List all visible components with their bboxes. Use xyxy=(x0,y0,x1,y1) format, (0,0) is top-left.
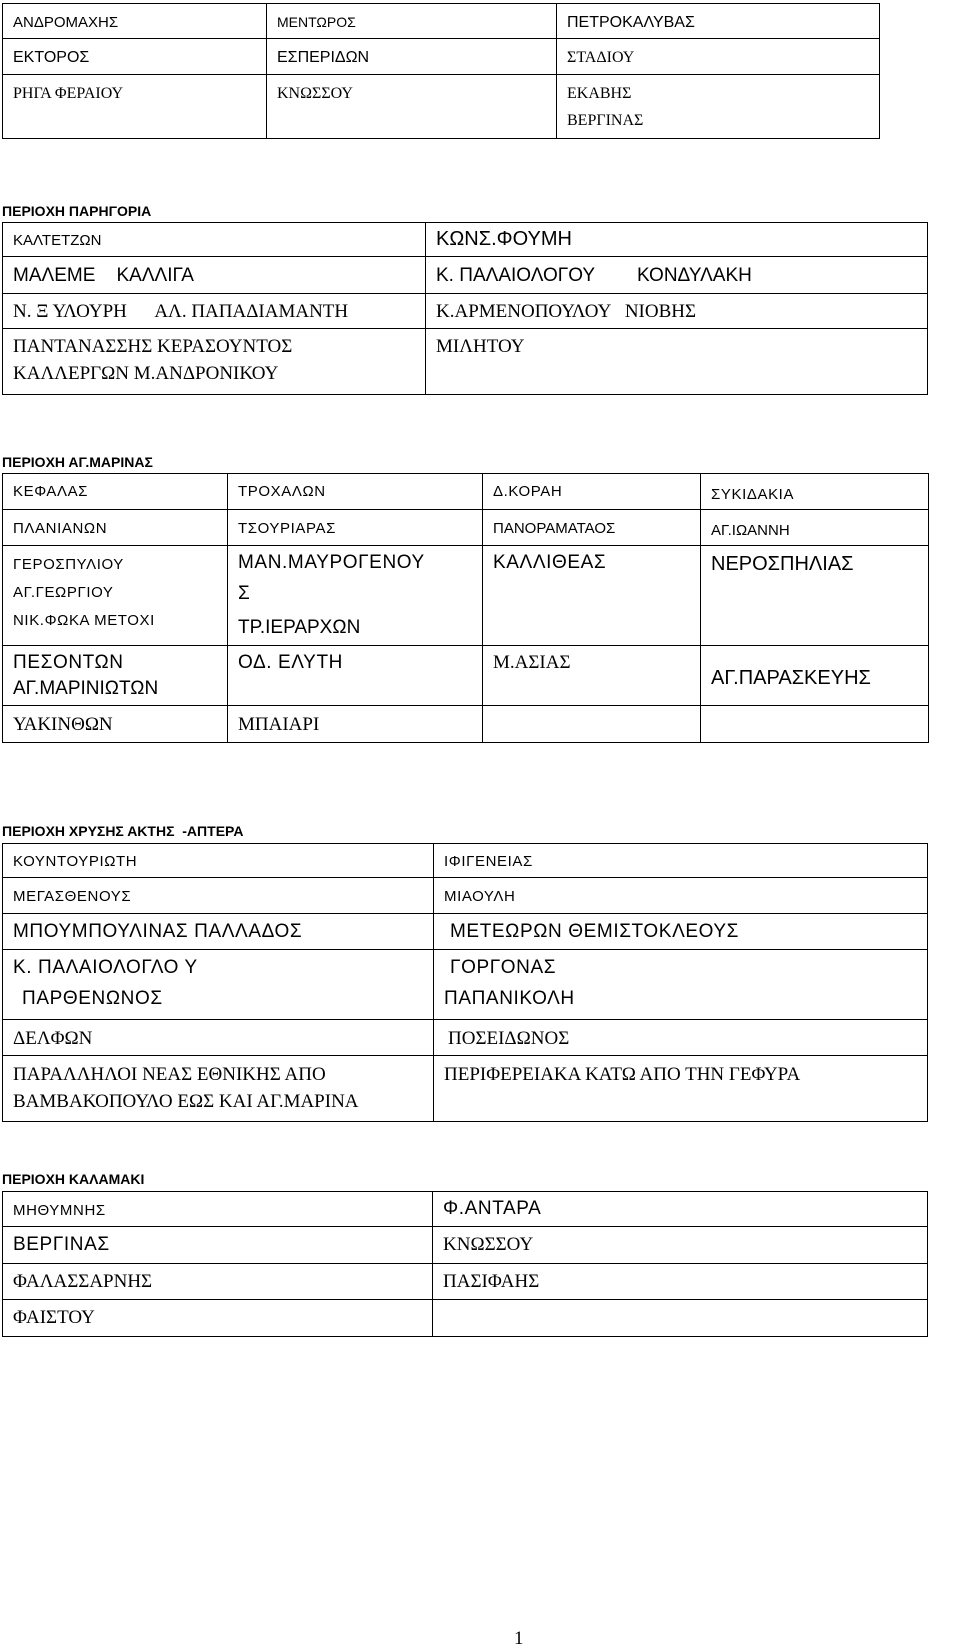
streets-table-5 xyxy=(2,1191,928,1337)
street-name: ΠΛΑΝΙΑΝΩΝ xyxy=(13,520,108,537)
page-number: 1 xyxy=(514,1628,524,1649)
street-name: ΚΕΦΑΛΑΣ xyxy=(13,483,89,500)
table-row xyxy=(3,1264,928,1300)
table-row xyxy=(3,914,928,950)
table-cell xyxy=(228,510,483,546)
street-name: Κ.ΑΡΜΕΝΟΠΟΥΛΟΥ ΝΙΟΒΗΣ xyxy=(436,301,697,322)
street-name: Μ.ΑΣΙΑΣ xyxy=(493,652,571,673)
table-row xyxy=(3,4,880,39)
street-name: ΒΕΡΓΙΝΑΣ xyxy=(13,1234,110,1255)
table-row xyxy=(3,223,928,257)
street-name: ΠΑΡΑΛΛΗΛΟΙ ΝΕΑΣ ΕΘΝΙΚΗΣ ΑΠΟ xyxy=(13,1064,326,1085)
street-name: ΤΣΟΥΡΙΑΡΑΣ xyxy=(238,520,336,537)
table-cell xyxy=(701,510,929,546)
street-name: ΑΓ.ΜΑΡΙΝΙΩΤΩΝ xyxy=(13,678,159,699)
table-cell xyxy=(3,1192,433,1227)
street-name: ΠΑΠΑΝΙΚΟΛΗ xyxy=(444,988,575,1009)
table-row xyxy=(3,844,928,878)
street-name: Κ. ΠΑΛΑΙΟΛΟΓΛΟ Υ xyxy=(13,957,198,978)
street-name: ΝΕΡΟΣΠΗΛΙΑΣ xyxy=(711,553,854,575)
table-cell xyxy=(701,706,929,743)
table-row xyxy=(3,546,929,646)
table-row xyxy=(3,257,928,294)
table-cell xyxy=(3,510,228,546)
street-name: ΜΙΛΗΤΟΥ xyxy=(436,336,525,357)
section-heading: ΠΕΡΙΟΧΗ ΚΑΛΑΜΑΚΙ xyxy=(2,1171,145,1187)
table-cell xyxy=(228,546,483,646)
table-row xyxy=(3,39,880,75)
table-cell xyxy=(3,914,434,950)
table-cell xyxy=(3,75,267,139)
street-name: Φ.ΑΝΤΑΡΑ xyxy=(443,1198,542,1219)
street-name: ΚΩΝΣ.ΦΟΥΜΗ xyxy=(436,228,572,250)
table-row xyxy=(3,294,928,329)
street-name: ΠΕΣΟΝΤΩΝ xyxy=(13,652,124,673)
street-name: ΜΕΝΤΩΡΟΣ xyxy=(277,14,356,30)
table-cell xyxy=(3,844,434,878)
table-cell xyxy=(426,294,928,329)
table-row xyxy=(3,75,880,139)
street-name: ΜΕΓΑΣΘΕΝΟΥΣ xyxy=(13,888,132,905)
table-cell xyxy=(3,294,426,329)
streets-table-1 xyxy=(2,3,880,139)
table-cell xyxy=(267,39,557,75)
street-name: ΒΕΡΓΙΝΑΣ xyxy=(567,112,644,129)
table-cell xyxy=(483,706,701,743)
table-cell xyxy=(3,1056,434,1122)
table-row xyxy=(3,474,929,510)
table-cell xyxy=(267,75,557,139)
table-cell xyxy=(701,546,929,646)
table-cell xyxy=(434,1056,928,1122)
street-name: ΣΤΑΔΙΟΥ xyxy=(567,49,635,66)
table-cell xyxy=(228,706,483,743)
street-name: ΠΑΣΙΦΑΗΣ xyxy=(443,1271,540,1292)
section-heading: ΠΕΡΙΟΧΗ ΑΓ.ΜΑΡΙΝΑΣ xyxy=(2,454,153,470)
street-name: ΜΠΟΥΜΠΟΥΛΙΝΑΣ ΠΑΛΛΑΔΟΣ xyxy=(13,921,303,942)
street-name: Δ.ΚΟΡΑΗ xyxy=(493,483,563,500)
street-name: ΔΕΛΦΩΝ xyxy=(13,1028,93,1049)
street-name: ΕΚΑΒΗΣ xyxy=(567,85,632,102)
street-name: ΝΙΚ.ΦΩΚΑ ΜΕΤΟΧΙ xyxy=(13,612,155,629)
street-name: ΦΑΙΣΤΟΥ xyxy=(13,1307,95,1328)
street-name: ΑΓ.ΓΕΩΡΓΙΟΥ xyxy=(13,584,114,601)
table-cell xyxy=(434,1020,928,1056)
street-name: ΦΑΛΑΣΣΑΡΝΗΣ xyxy=(13,1271,153,1292)
table-row xyxy=(3,646,929,706)
table-cell xyxy=(433,1227,928,1264)
table-cell xyxy=(228,646,483,706)
table-cell xyxy=(426,223,928,257)
table-cell xyxy=(3,39,267,75)
street-name: ΚΟΥΝΤΟΥΡΙΩΤΗ xyxy=(13,853,138,870)
table-cell xyxy=(483,646,701,706)
table-cell xyxy=(3,878,434,914)
table-row xyxy=(3,950,928,1020)
table-cell xyxy=(434,950,928,1020)
table-cell xyxy=(557,39,880,75)
table-cell xyxy=(3,646,228,706)
table-cell xyxy=(3,223,426,257)
street-name: ΚΑΛΛΕΡΓΩΝ Μ.ΑΝΔΡΟΝΙΚΟΥ xyxy=(13,363,279,384)
street-name: ΚΑΛΤΕΤΖΩΝ xyxy=(13,232,102,249)
table-row xyxy=(3,878,928,914)
table-row xyxy=(3,1056,928,1122)
street-name: ΓΟΡΓΟΝΑΣ xyxy=(450,957,557,978)
street-name: ΠΑΡΘΕΝΩΝΟΣ xyxy=(22,988,163,1009)
street-name: ΒΑΜΒΑΚΟΠΟΥΛΟ ΕΩΣ ΚΑΙ ΑΓ.ΜΑΡΙΝΑ xyxy=(13,1091,359,1112)
table-row xyxy=(3,1020,928,1056)
street-name: ΚΝΩΣΣΟΥ xyxy=(277,85,353,102)
table-cell xyxy=(433,1300,928,1337)
table-cell xyxy=(3,1300,433,1337)
street-name: Κ. ΠΑΛΑΙΟΛΟΓΟΥ ΚΟΝΔΥΛΑΚΗ xyxy=(436,265,752,286)
table-cell xyxy=(3,1227,433,1264)
table-cell xyxy=(433,1264,928,1300)
table-cell xyxy=(701,474,929,510)
table-cell xyxy=(433,1192,928,1227)
street-name: ΥΑΚΙΝΘΩΝ xyxy=(13,714,113,735)
table-cell xyxy=(267,4,557,39)
streets-table-4 xyxy=(2,843,928,1122)
street-name: ΤΡ.ΙΕΡΑΡΧΩΝ xyxy=(238,617,361,638)
table-cell xyxy=(3,546,228,646)
table-row xyxy=(3,1300,928,1337)
table-cell xyxy=(3,4,267,39)
table-cell xyxy=(434,844,928,878)
street-name: ΠΟΣΕΙΔΩΝΟΣ xyxy=(448,1028,570,1049)
section-heading: ΠΕΡΙΟΧΗ ΠΑΡΗΓΟΡΙΑ xyxy=(2,203,152,219)
table-cell xyxy=(483,510,701,546)
table-row xyxy=(3,1192,928,1227)
table-cell xyxy=(228,474,483,510)
table-cell xyxy=(483,546,701,646)
table-row xyxy=(3,706,929,743)
street-name: ΜΑΛΕΜΕ ΚΑΛΛΙΓΑ xyxy=(13,265,194,286)
street-name: ΜΗΘΥΜΝΗΣ xyxy=(13,1202,106,1219)
table-cell xyxy=(557,4,880,39)
street-name: ΙΦΙΓΕΝΕΙΑΣ xyxy=(444,853,533,870)
table-row xyxy=(3,329,928,395)
street-name: ΣΥΚΙΔΑΚΙΑ xyxy=(711,486,795,503)
street-name: ΜΑΝ.ΜΑΥΡΟΓΕΝΟΥ xyxy=(238,552,425,573)
street-name: ΑΓ.ΠΑΡΑΣΚΕΥΗΣ xyxy=(711,667,871,689)
street-name: ΜΙΑΟΥΛΗ xyxy=(444,888,516,905)
table-cell xyxy=(434,914,928,950)
table-row xyxy=(3,1227,928,1264)
streets-table-2 xyxy=(2,222,928,395)
street-name: ΜΕΤΕΩΡΩΝ ΘΕΜΙΣΤΟΚΛΕΟΥΣ xyxy=(450,921,740,942)
table-cell xyxy=(3,329,426,395)
street-name: ΟΔ. ΕΛΥΤΗ xyxy=(238,652,343,673)
table-cell xyxy=(3,1264,433,1300)
street-name: ΠΑΝΤΑΝΑΣΣΗΣ ΚΕΡΑΣΟΥΝΤΟΣ xyxy=(13,336,293,357)
street-name: ΑΓ.ΙΩΑΝΝΗ xyxy=(711,522,790,539)
table-cell xyxy=(3,474,228,510)
street-name: ΜΠΑΙΑΡΙ xyxy=(238,714,320,735)
table-cell xyxy=(426,257,928,294)
street-name: ΑΝΔΡΟΜΑΧΗΣ xyxy=(13,14,119,31)
table-cell xyxy=(3,257,426,294)
table-cell xyxy=(701,646,929,706)
table-cell xyxy=(434,878,928,914)
table-cell xyxy=(3,1020,434,1056)
street-name: Σ xyxy=(238,583,250,604)
table-cell xyxy=(557,75,880,139)
table-cell xyxy=(426,329,928,395)
table-row xyxy=(3,510,929,546)
street-name: ΚΑΛΛΙΘΕΑΣ xyxy=(493,552,607,573)
section-heading: ΠΕΡΙΟΧΗ ΧΡΥΣΗΣ ΑΚΤΗΣ -ΑΠΤΕΡΑ xyxy=(2,823,244,839)
street-name: ΕΣΠΕΡΙΔΩΝ xyxy=(277,49,370,66)
street-name: ΠΕΡΙΦΕΡΕΙΑΚΑ ΚΑΤΩ ΑΠΟ ΤΗΝ ΓΕΦΥΡΑ xyxy=(444,1064,801,1085)
street-name: ΚΝΩΣΣΟΥ xyxy=(443,1234,534,1255)
street-name: ΠΑΝΟΡΑΜΑΤΑΟΣ xyxy=(493,520,616,537)
streets-table-3 xyxy=(2,473,929,743)
table-cell xyxy=(483,474,701,510)
street-name: Ν. Ξ ΥΛΟΥΡΗ ΑΛ. ΠΑΠΑΔΙΑΜΑΝΤΗ xyxy=(13,301,349,322)
table-cell xyxy=(3,706,228,743)
street-name: ΓΕΡΟΣΠΥΛΙΟΥ xyxy=(13,556,124,573)
street-name: ΤΡΟΧΑΛΩΝ xyxy=(238,483,326,500)
street-name: ΠΕΤΡΟΚΑΛΥΒΑΣ xyxy=(567,14,695,31)
street-name: ΕΚΤΟΡΟΣ xyxy=(13,49,90,66)
table-cell xyxy=(3,950,434,1020)
street-name: ΡΗΓΑ ΦΕΡΑΙΟΥ xyxy=(13,85,124,102)
